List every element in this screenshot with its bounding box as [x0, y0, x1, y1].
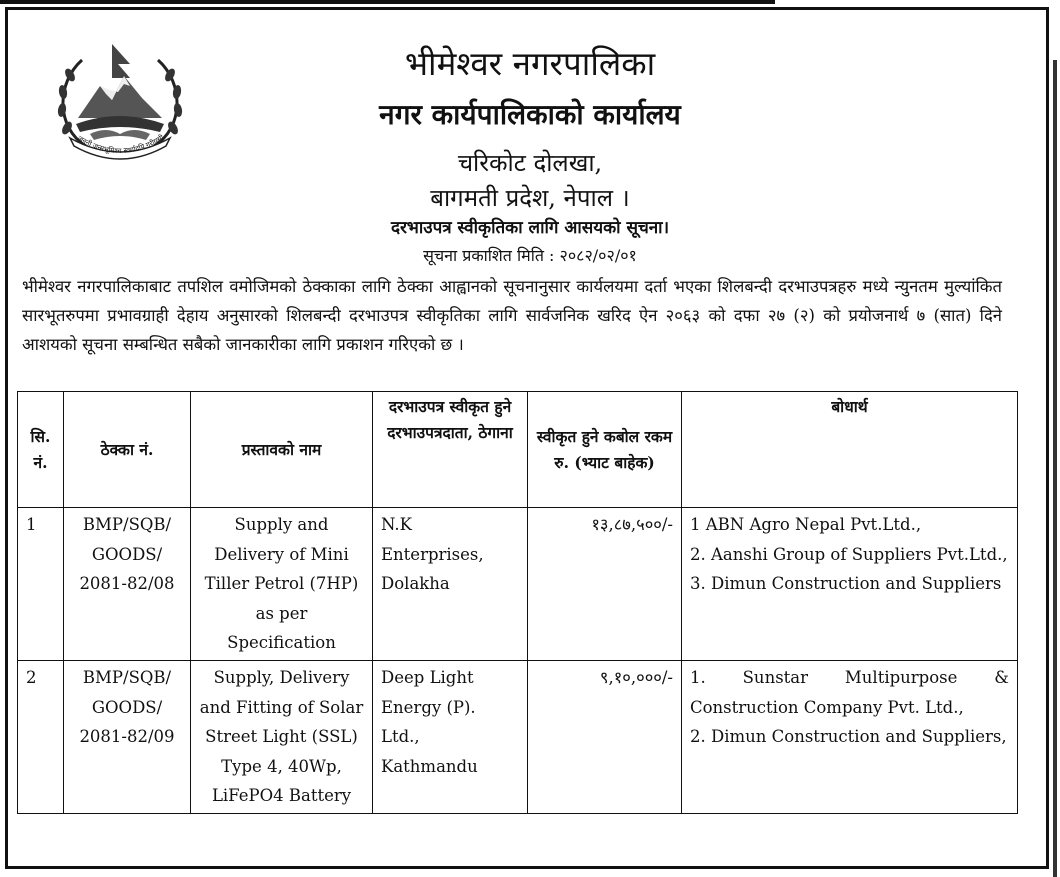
contract-no-part: BMP/SQB/	[82, 667, 172, 687]
contract-no-part: 2081-82/09	[79, 727, 175, 747]
row-proposal-name: Supply, Delivery and Fitting of Solar Street Light (SSL) Type 4, 40Wp, LiFePO4 Battery	[191, 660, 373, 813]
row-proposal-name: Supply and Delivery of Mini Tiller Petrol (7HP) as per Specification	[191, 508, 373, 661]
bidder-line: Ltd.,	[381, 727, 420, 747]
notice-title: दरभाउपत्र स्वीकृतिका लागि आसयको सूचना।	[390, 218, 670, 238]
emblem-motto: जननी जन्मभूमिश्च स्वर्गादपि गरीयसी	[76, 133, 166, 156]
bidder-line: Dolakha	[381, 574, 450, 594]
cc-item: 2. Dimun Construction and Suppliers,	[690, 727, 1007, 747]
award-table	[17, 391, 1018, 814]
row-serial: 1	[18, 508, 64, 661]
row-amount: १३,८७,५००/-	[528, 508, 682, 661]
office-name: नगर कार्यपालिकाको कार्यालय	[379, 98, 681, 131]
contract-no-part: 2081-82/08	[79, 574, 175, 594]
bidder-line: Energy (P).	[381, 697, 476, 717]
header-contract-no: ठेक्का नं.	[64, 392, 191, 508]
cc-item: 1 ABN Agro Nepal Pvt.Ltd.,	[690, 515, 922, 534]
table-header-row	[18, 392, 1018, 508]
header-amount: स्वीकृत हुने कबोल रकम रु. (भ्याट बाहेक)	[528, 392, 682, 508]
address-line-1: चरिकोट दोलखा,	[457, 149, 603, 177]
bidder-line: Kathmandu	[381, 756, 478, 776]
row-serial: 2	[18, 660, 64, 813]
contract-no-part: GOODS/	[91, 697, 163, 717]
header-serial: सि. नं.	[18, 392, 64, 508]
bidder-line: N.K	[381, 515, 412, 534]
cc-item: 2. Aanshi Group of Suppliers Pvt.Ltd.,	[690, 544, 1008, 564]
notice-body: भीमेश्वर नगरपालिकाबाट तपशिल वमोजिमको ठेक्काका लागि ठेक्का आह्वानको सूचनानुसार कार्यलयमा दर्ता भएका शिलबन्दी दरभाउपत्रहरु मध्ये न्युनतम मुल्यांकित सारभूतरुपमा प्रभावग्राही देहाय अनुसारको शिलबन्दी दरभाउपत्र स्वीकृतिका लागि सार्वजनिक खरिद ऐन २०६३ को दफा २७ (२) को प्रयोजनार्थ ७ (सात) दिने आशयको सूचना सम्बन्धित सबैको जानकारीका लागि प्रकाशन गरिएको छ ।	[22, 277, 1002, 354]
row-bidder	[373, 660, 528, 813]
municipality-name: भीमेश्वर नगरपालिका	[404, 44, 656, 83]
row-contract-no	[64, 508, 191, 661]
address-line-2: बागमती प्रदेश, नेपाल ।	[430, 184, 630, 212]
cc-item: 3. Dimun Construction and Suppliers	[690, 574, 1002, 594]
header-cc: बोधार्थ	[682, 392, 1018, 508]
row-cc	[682, 508, 1018, 661]
bidder-line: Enterprises,	[381, 544, 484, 564]
header-proposal-name: प्रस्तावको नाम	[191, 392, 373, 508]
row-cc	[682, 660, 1018, 813]
top-rule	[0, 0, 775, 4]
table-row	[18, 660, 1018, 813]
cc-item: 1. Sunstar Multipurpose & Construction Company Pvt. Ltd.,	[690, 667, 1009, 717]
publish-date: सूचना प्रकाशित मिति : २०८२/०२/०१	[423, 246, 637, 265]
contract-no-part: BMP/SQB/	[82, 515, 172, 534]
header-bidder: दरभाउपत्र स्वीकृत हुने दरभाउपत्रदाता, ठेगाना	[373, 392, 528, 508]
row-bidder	[373, 508, 528, 661]
row-amount: ९,१०,०००/-	[528, 660, 682, 813]
bidder-line: Deep Light	[381, 667, 474, 687]
contract-no-part: GOODS/	[91, 544, 163, 564]
table-row	[18, 508, 1018, 661]
row-contract-no	[64, 660, 191, 813]
